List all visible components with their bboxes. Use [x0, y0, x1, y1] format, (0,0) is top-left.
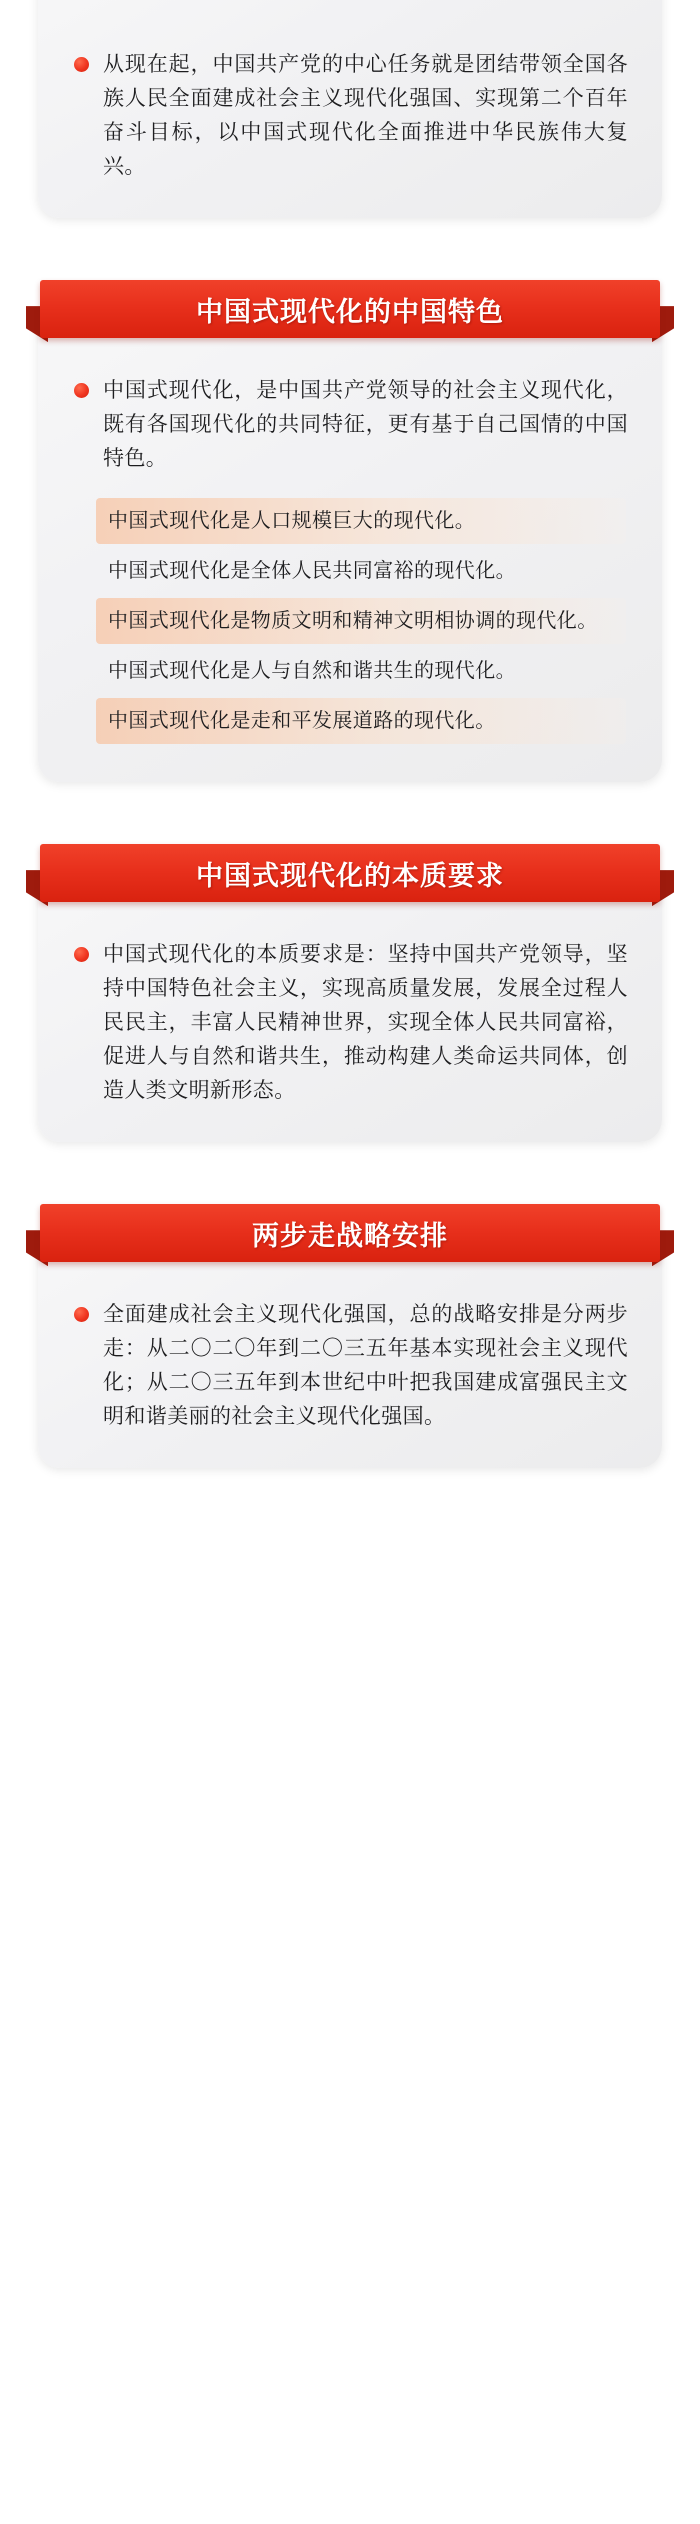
section-paragraph: 从现在起，中国共产党的中心任务就是团结带领全国各族人民全面建成社会主义现代化强国、实现第二个百年奋斗目标，以中国式现代化全面推进中华民族伟大复兴。 [103, 53, 628, 179]
section-card-central-task [38, 0, 662, 218]
bullet-dot-icon [74, 947, 89, 962]
ribbon-plate [40, 280, 660, 338]
list-item: 中国式现代化是人与自然和谐共生的现代化。 [108, 660, 516, 683]
section-paragraph: 中国式现代化，是中国共产党领导的社会主义现代化，既有各国现代化的共同特征，更有基于自己国情的中国特色。 [103, 379, 628, 471]
bullet-row [68, 370, 632, 476]
ribbon-plate [40, 1204, 660, 1262]
list-item: 中国式现代化是人口规模巨大的现代化。 [96, 498, 626, 544]
section-card-chinese-characteristics [38, 296, 662, 782]
section-title: 两步走战略安排 [252, 1220, 448, 1251]
section-paragraph: 中国式现代化的本质要求是：坚持中国共产党领导，坚持中国特色社会主义，实现高质量发展，发展全过程人民民主，丰富人民精神世界，实现全体人民共同富裕，促进人与自然和谐共生，推动构建人类命运共同体，创造人类文明新形态。 [103, 943, 628, 1103]
list-item: 中国式现代化是走和平发展道路的现代化。 [96, 698, 626, 744]
section-banner [26, 280, 674, 342]
section-title: 中国式现代化的中国特色 [196, 296, 504, 327]
section-paragraph: 全面建成社会主义现代化强国，总的战略安排是分两步走：从二〇二〇年到二〇三五年基本实现社会主义现代化；从二〇三五年到本世纪中叶把我国建成富强民主文明和谐美丽的社会主义现代化强国。 [103, 1303, 628, 1429]
bullet-row [68, 44, 632, 184]
list-item: 中国式现代化是物质文明和精神文明相协调的现代化。 [96, 598, 626, 644]
bullet-row [68, 934, 632, 1108]
sub-item-list [96, 498, 626, 744]
bullet-row [68, 1294, 632, 1434]
section-card-essential-requirements [38, 860, 662, 1142]
bullet-dot-icon [74, 383, 89, 398]
section-banner [26, 844, 674, 906]
section-title: 中国式现代化的本质要求 [196, 860, 504, 891]
ribbon-plate [40, 844, 660, 902]
bullet-dot-icon [74, 57, 89, 72]
section-banner [26, 1204, 674, 1266]
bullet-dot-icon [74, 1307, 89, 1322]
section-card-two-step-strategy [38, 1220, 662, 1468]
list-item: 中国式现代化是全体人民共同富裕的现代化。 [108, 560, 516, 583]
